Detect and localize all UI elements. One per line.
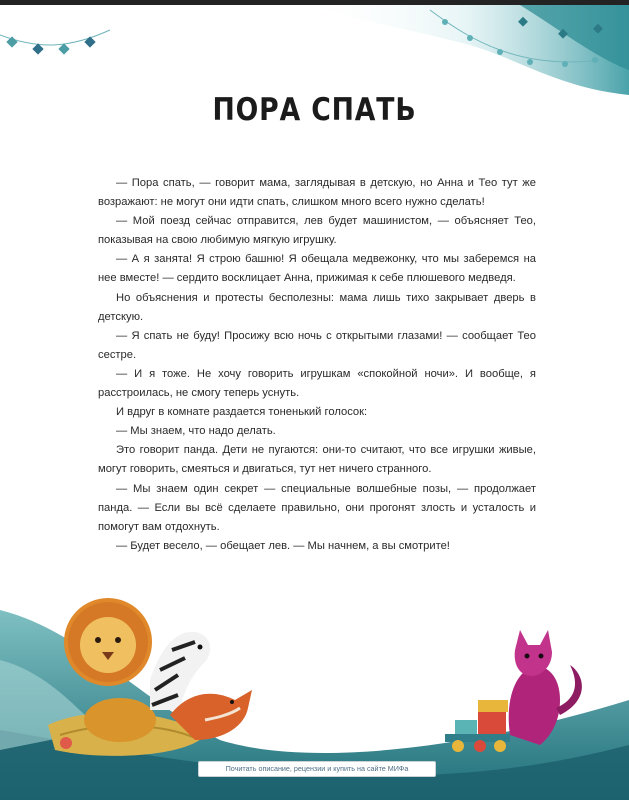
page-title: ПОРА СПАТЬ [212, 92, 417, 128]
paragraph: — Мы знаем, что надо делать. [116, 425, 276, 438]
paragraph: — Будет весело, — обещает лев. — Мы начнем, а вы смотрите! [116, 539, 450, 552]
story-text [98, 174, 536, 556]
footer-link[interactable]: Почитать описание, рецензии и купить на сайте МИФа [198, 761, 436, 777]
paragraph: — И я тоже. Не хочу говорить игрушкам «спокойной ночи». И вообще, я расстроилась, не смогу теперь уснуть. [98, 367, 536, 400]
paragraph: Но объяснения и протесты бесполезны: мама лишь тихо закрывает дверь в детскую. [98, 291, 536, 323]
toy-train-icon [445, 700, 510, 752]
paragraph: — Пора спать, — говорит мама, заглядывая в детскую, но Анна и Тео тут же возражают: не могут они идти спать, слишком много всего нужно сделать! [98, 177, 536, 209]
paragraph: Это говорит панда. Дети не пугаются: они-то считают, что все игрушки живые, могут говорить, смеяться и двигаться, тут нет ничего странного. [98, 444, 536, 476]
paragraph: И вдруг в комнате раздается тоненький голосок: [116, 406, 368, 419]
paragraph: — А я занята! Я строю башню! Я обещала медвежонку, что мы заберемся на нее вместе! — сердито восклицает Анна, прижимая к себе плюшевого медведя. [98, 253, 536, 285]
paragraph: — Мы знаем один секрет — специальные волшебные позы, — продолжает панда. — Если вы всё сделаете правильно, они прогонят злость и усталость и помогут вам отдохнуть. [98, 482, 536, 533]
paragraph: — Мой поезд сейчас отправится, лев будет машинистом, — объясняет Тео, показывая на свою любимую мягкую игрушку. [98, 215, 536, 247]
paragraph: — Я спать не буду! Просижу всю ночь с открытыми глазами! — сообщает Тео сестре. [98, 329, 536, 361]
